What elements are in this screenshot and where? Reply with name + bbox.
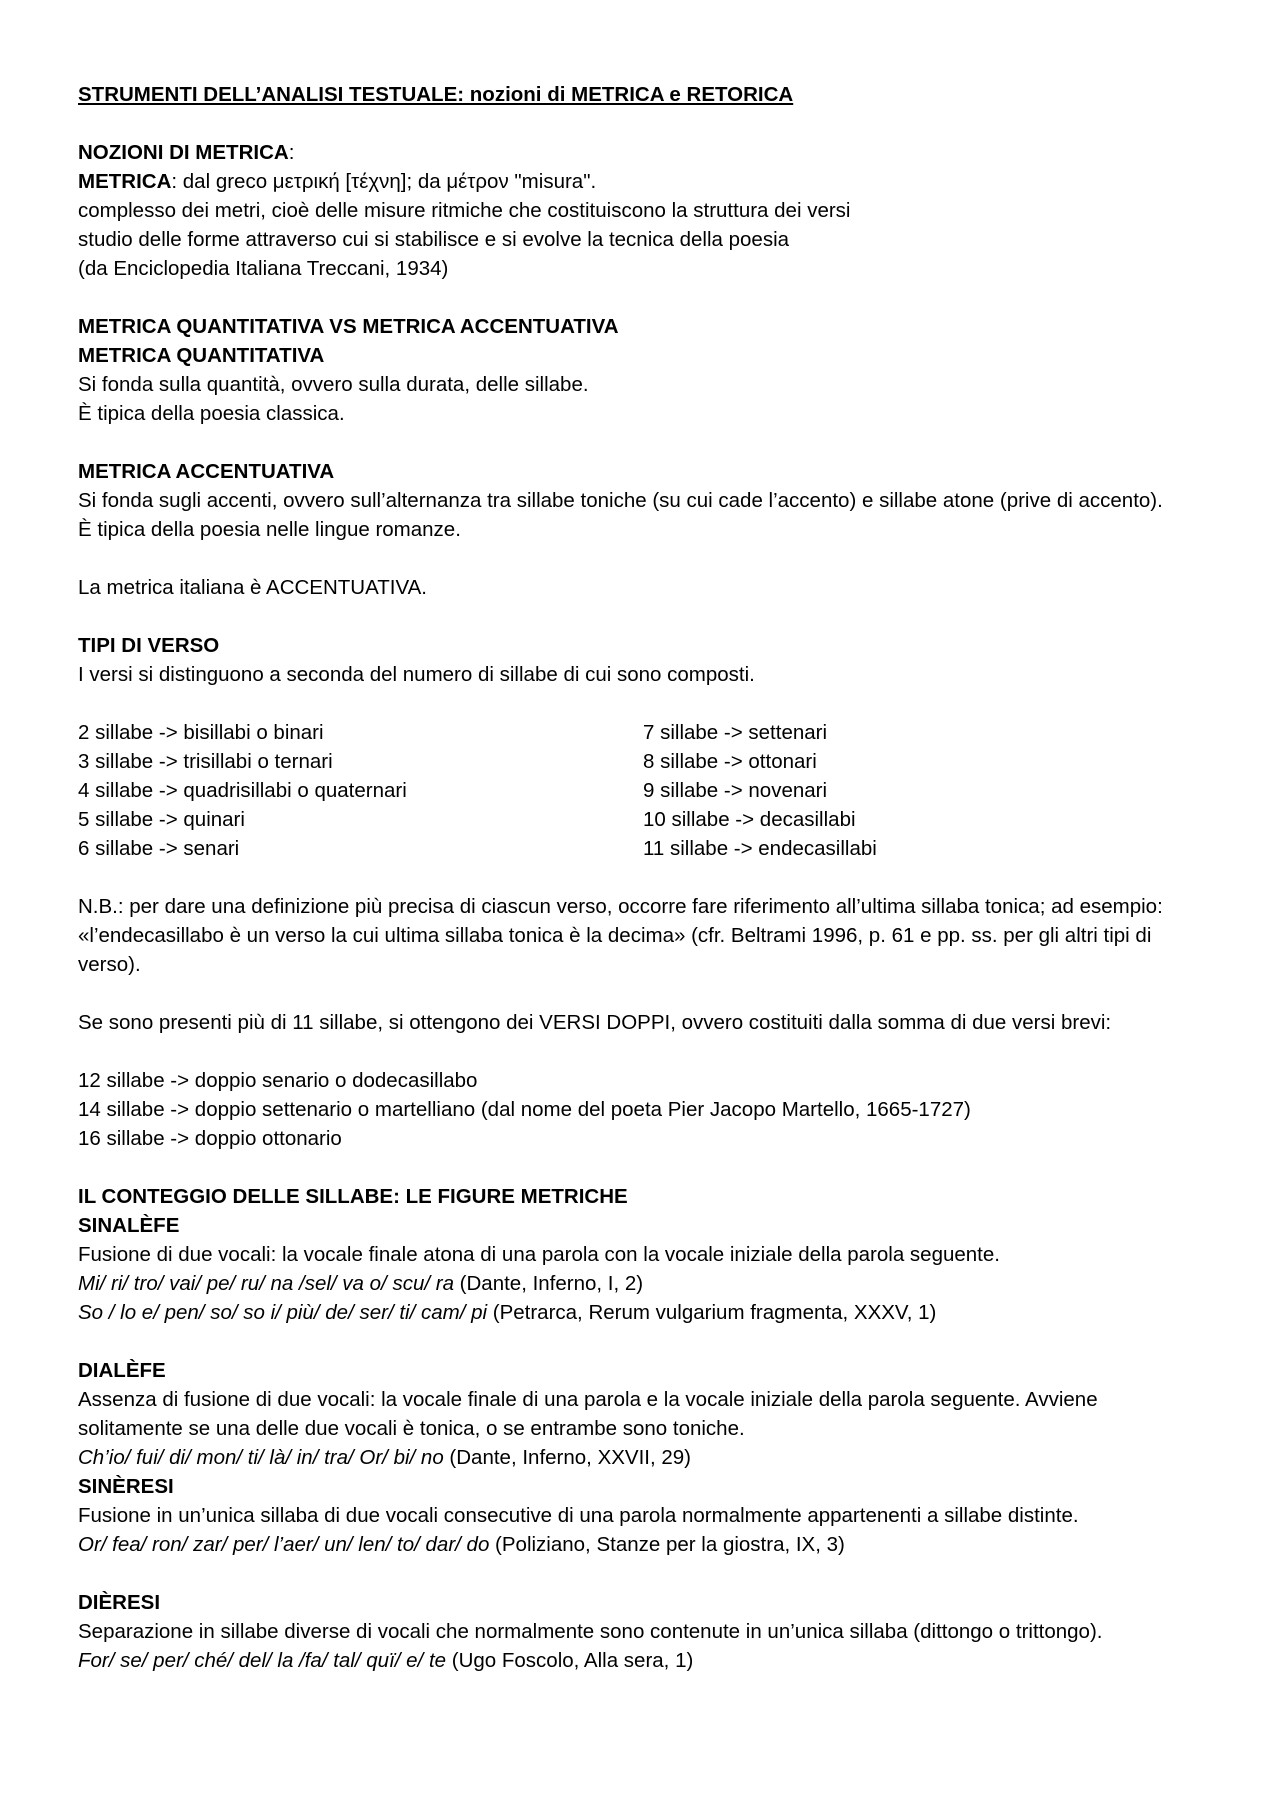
versi-doppi-intro: Se sono presenti più di 11 sillabe, si ottengono dei VERSI DOPPI, ovvero costituiti dalla somma di due versi brevi: <box>78 1011 1112 1034</box>
verse-type-item: 9 sillabe -> novenari <box>643 779 828 802</box>
verse-type-item: 6 sillabe -> senari <box>78 837 240 860</box>
verse-text: For/ se/ per/ ché/ del/ la /fa/ tal/ quï/ e/ te <box>78 1649 447 1672</box>
verse-source: (Dante, Inferno, XXVII, 29) <box>443 1446 691 1469</box>
nozioni-heading: NOZIONI DI METRICA <box>78 141 289 164</box>
nozioni-source: (da Enciclopedia Italiana Treccani, 1934) <box>78 257 449 280</box>
sinalefe-definition: Fusione di due vocali: la vocale finale atona di una parola con la vocale iniziale della parola seguente. <box>78 1243 1000 1266</box>
sineresi-example <box>78 1530 1208 1559</box>
document-page <box>78 80 1208 1675</box>
verse-type-item: 8 sillabe -> ottonari <box>643 750 817 773</box>
metrica-definition <box>78 167 1208 196</box>
verse-text: Mi/ ri/ tro/ vai/ pe/ ru/ na /sel/ va o/ scu/ ra <box>78 1272 454 1295</box>
document-title: STRUMENTI DELL’ANALISI TESTUALE: nozioni di METRICA e RETORICA <box>78 83 794 106</box>
verse-text: Ch’io/ fui/ di/ mon/ ti/ là/ in/ tra/ Or/ bi/ no <box>78 1446 444 1469</box>
dieresi-definition: Separazione in sillabe diverse di vocali che normalmente sono contenute in un’unica sillaba (dittongo o trittongo). <box>78 1620 1103 1643</box>
quant-heading: METRICA QUANTITATIVA <box>78 344 325 367</box>
verse-types-columns <box>78 718 1208 863</box>
dieresi-heading: DIÈRESI <box>78 1591 161 1614</box>
verse-types-left <box>78 718 643 863</box>
verse-source: (Ugo Foscolo, Alla sera, 1) <box>446 1649 694 1672</box>
verse-type-item: 3 sillabe -> trisillabi o ternari <box>78 750 333 773</box>
nozioni-heading-line <box>78 138 1208 167</box>
sinalefe-example <box>78 1298 1208 1327</box>
verse-source: (Poliziano, Stanze per la giostra, IX, 3) <box>489 1533 845 1556</box>
acc-line: Si fonda sugli accenti, ovvero sull’alternanza tra sillabe toniche (su cui cade l’accento) e sillabe atone (prive di accento). <box>78 489 1163 512</box>
quant-line: È tipica della poesia classica. <box>78 402 345 425</box>
sinalefe-example <box>78 1269 1208 1298</box>
verse-text: So / lo e/ pen/ so/ so i/ più/ de/ ser/ ti/ cam/ pi <box>78 1301 488 1324</box>
acc-line: È tipica della poesia nelle lingue romanze. <box>78 518 461 541</box>
acc-heading: METRICA ACCENTUATIVA <box>78 460 335 483</box>
verse-type-item: 5 sillabe -> quinari <box>78 808 245 831</box>
versi-doppi-item: 14 sillabe -> doppio settenario o martelliano (dal nome del poeta Pier Jacopo Martello, 1665-1727) <box>78 1098 971 1121</box>
nozioni-heading-suffix: : <box>288 141 295 164</box>
quant-vs-acc-heading: METRICA QUANTITATIVA VS METRICA ACCENTUATIVA <box>78 315 619 338</box>
versi-doppi-item: 16 sillabe -> doppio ottonario <box>78 1127 342 1150</box>
verse-type-item: 2 sillabe -> bisillabi o binari <box>78 721 324 744</box>
tipi-heading: TIPI DI VERSO <box>78 634 220 657</box>
dialefe-heading: DIALÈFE <box>78 1359 166 1382</box>
nb-paragraph: N.B.: per dare una definizione più precisa di ciascun verso, occorre fare riferimento all’ultima sillaba tonica; ad esempio: «l’endecasillabo è un verso la cui ultima sillaba tonica è la decima» (cfr. Beltrami 1996, p. 61 e pp. ss. per gli altri tipi di verso). <box>78 895 1163 976</box>
verse-type-item: 7 sillabe -> settenari <box>643 721 828 744</box>
dialefe-definition: Assenza di fusione di due vocali: la vocale finale di una parola e la vocale iniziale della parola seguente. Avviene solitamente se una delle due vocali è tonica, o se entrambe sono toniche. <box>78 1388 1098 1440</box>
sinalefe-heading: SINALÈFE <box>78 1214 180 1237</box>
verse-types-right <box>643 718 1208 863</box>
nozioni-line: studio delle forme attraverso cui si stabilisce e si evolve la tecnica della poesia <box>78 228 790 251</box>
versi-doppi-item: 12 sillabe -> doppio senario o dodecasillabo <box>78 1069 478 1092</box>
dialefe-example <box>78 1443 1208 1472</box>
verse-source: (Petrarca, Rerum vulgarium fragmenta, XXXV, 1) <box>487 1301 937 1324</box>
verse-type-item: 4 sillabe -> quadrisillabi o quaternari <box>78 779 407 802</box>
nozioni-line: complesso dei metri, cioè delle misure ritmiche che costituiscono la struttura dei versi <box>78 199 851 222</box>
sineresi-definition: Fusione in un’unica sillaba di due vocali consecutive di una parola normalmente appartenenti a sillabe distinte. <box>78 1504 1079 1527</box>
verse-source: (Dante, Inferno, I, 2) <box>453 1272 644 1295</box>
metrica-term: METRICA <box>78 170 172 193</box>
verse-type-item: 11 sillabe -> endecasillabi <box>643 837 877 860</box>
italian-metrica-line: La metrica italiana è ACCENTUATIVA. <box>78 576 428 599</box>
tipi-intro: I versi si distinguono a seconda del numero di sillabe di cui sono composti. <box>78 663 755 686</box>
quant-line: Si fonda sulla quantità, ovvero sulla durata, delle sillabe. <box>78 373 589 396</box>
dieresi-example <box>78 1646 1208 1675</box>
metrica-def-text: : dal greco μετρική [τέχνη]; da μέτρον "misura". <box>171 170 597 193</box>
figure-heading: IL CONTEGGIO DELLE SILLABE: LE FIGURE METRICHE <box>78 1185 628 1208</box>
verse-type-item: 10 sillabe -> decasillabi <box>643 808 856 831</box>
sineresi-heading: SINÈRESI <box>78 1475 174 1498</box>
verse-text: Or/ fea/ ron/ zar/ per/ l’aer/ un/ len/ to/ dar/ do <box>78 1533 490 1556</box>
